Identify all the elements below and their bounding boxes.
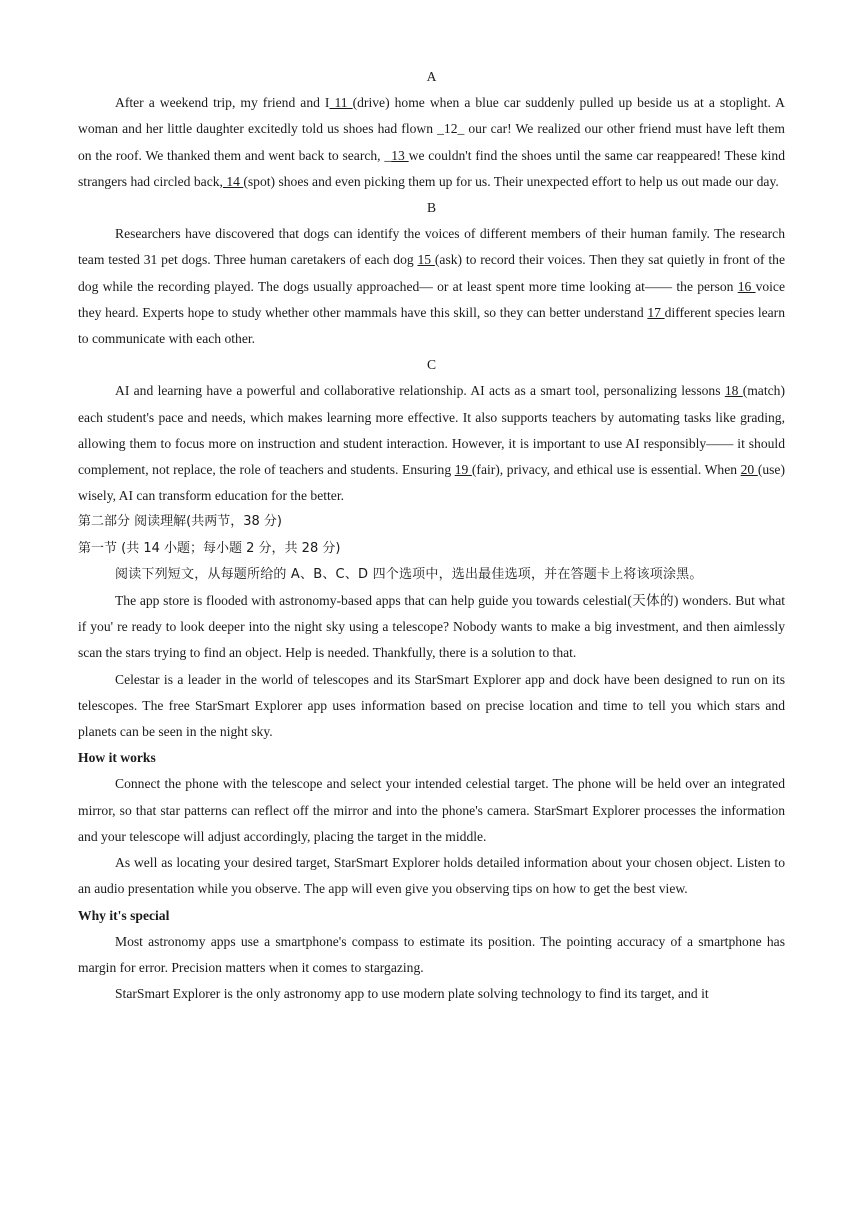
section-letter-b: B [426,200,437,216]
passage-paragraph-1: The app store is flooded with astronomy-based apps that can help guide you towards celestial(天体的) wonders. But what if you' re ready to look deeper into the night sky using a telescope? Nobody wants to make a big investment, and then aimlessly scan the stars trying to find an object. Help is needed. Thankfully, there is a solution to that. [78,593,785,661]
text-run: voice they heard. Experts hope to study whether other mammals have this skill, so they can better understand [78,278,786,320]
blank-18: 18 [724,383,743,399]
blank-16: 16 [737,278,756,294]
passage-paragraph-5: Most astronomy apps use a smartphone's compass to estimate its position. The pointing accuracy of a smartphone has margin for error. Precision matters when it comes to stargazing. [78,933,785,975]
blank-19: 19 [454,462,472,478]
text-run: different species learn to communicate with each other. [78,304,785,347]
blank-20: 20 [740,462,758,478]
blank-11: 11 [329,95,353,111]
text-run: After a weekend trip, my friend and I [115,95,330,111]
passage-paragraph-4: As well as locating your desired target, StarSmart Explorer holds detailed information about your chosen object. Listen to an audio presentation while you observe. The app will even give you observing tips on how to get the best view. [78,855,785,897]
passage-paragraph-3: Connect the phone with the telescope and select your intended celestial target. The phone will be held over an integrated mirror, so that star patterns can reflect off the mirror and into the phone's camera. StarSmart Explorer processes the information and your telescope will adjust accordingly, placing the target in the middle. [78,776,785,844]
passage-paragraph-6: StarSmart Explorer is the only astronomy app to use modern plate solving technology to find its target, and it [115,986,709,1002]
subheading-why-special: Why it's special [78,907,170,923]
passage-c-paragraph [78,378,785,509]
blank-17: 17 [647,304,665,320]
passage-paragraph-2: Celestar is a leader in the world of telescopes and its StarSmart Explorer app and dock have been designed to run on its telescopes. The free StarSmart Explorer app uses information based on precise location and time to tell you which stars and planets can be seen in the night sky. [78,671,785,740]
text-run: we couldn't find the shoes until the same car reappeared! These kind strangers had circled back, [78,147,785,189]
text-run: (use) wisely, AI can transform education for the better. [78,462,785,504]
section-subheading: 第一节 (共 14 小题；每小题 2 分，共 28 分) [78,540,341,556]
instructions: 阅读下列短文，从每题所给的 A、B、C、D 四个选项中，选出最佳选项，并在答题卡上将该项涂黑。 [115,566,703,582]
text-run: (fair), privacy, and ethical use is essential. When [471,462,741,478]
section-letter-c: C [426,357,437,373]
passage-b-paragraph [78,221,785,352]
part-heading: 第二部分 阅读理解(共两节，38 分) [78,514,282,530]
blank-15: 15 [417,252,435,268]
text-run: (drive) home when a blue car suddenly pulled up beside us at a stoplight. A woman and her little daughter excitedly told us shoes had flown _12_ our car! We realized our other friend must have left them on the roof. We thanked them and went back to search, _ [78,95,785,163]
blank-14: 14 [222,173,244,189]
subheading-how-it-works: How it works [78,750,156,766]
text-run: AI and learning have a powerful and collaborative relationship. AI acts as a smart tool, personalizing lessons [115,383,725,399]
document-page [78,64,785,1007]
text-run: (ask) to record their voices. Then they sat quietly in front of the dog while the recording played. The dogs usually approached— or at least spent more time looking at—— the person [78,252,785,294]
blank-13: 13 [391,147,409,163]
text-run: Researchers have discovered that dogs can identify the voices of different members of their human family. The research team tested 31 pet dogs. Three human caretakers of each dog [78,226,785,268]
passage-a-paragraph [78,90,785,195]
section-letter-a: A [426,69,437,84]
text-run: (match) each student's pace and needs, which makes learning more effective. It also supports teachers by automating tasks like grading, allowing them to focus more on instruction and student interaction. However, it is important to use AI responsibly—— it should complement, not replace, the role of teachers and students. Ensuring [78,383,785,478]
text-run: (spot) shoes and even picking them up for us. Their unexpected effort to help us out made our day. [243,173,779,189]
